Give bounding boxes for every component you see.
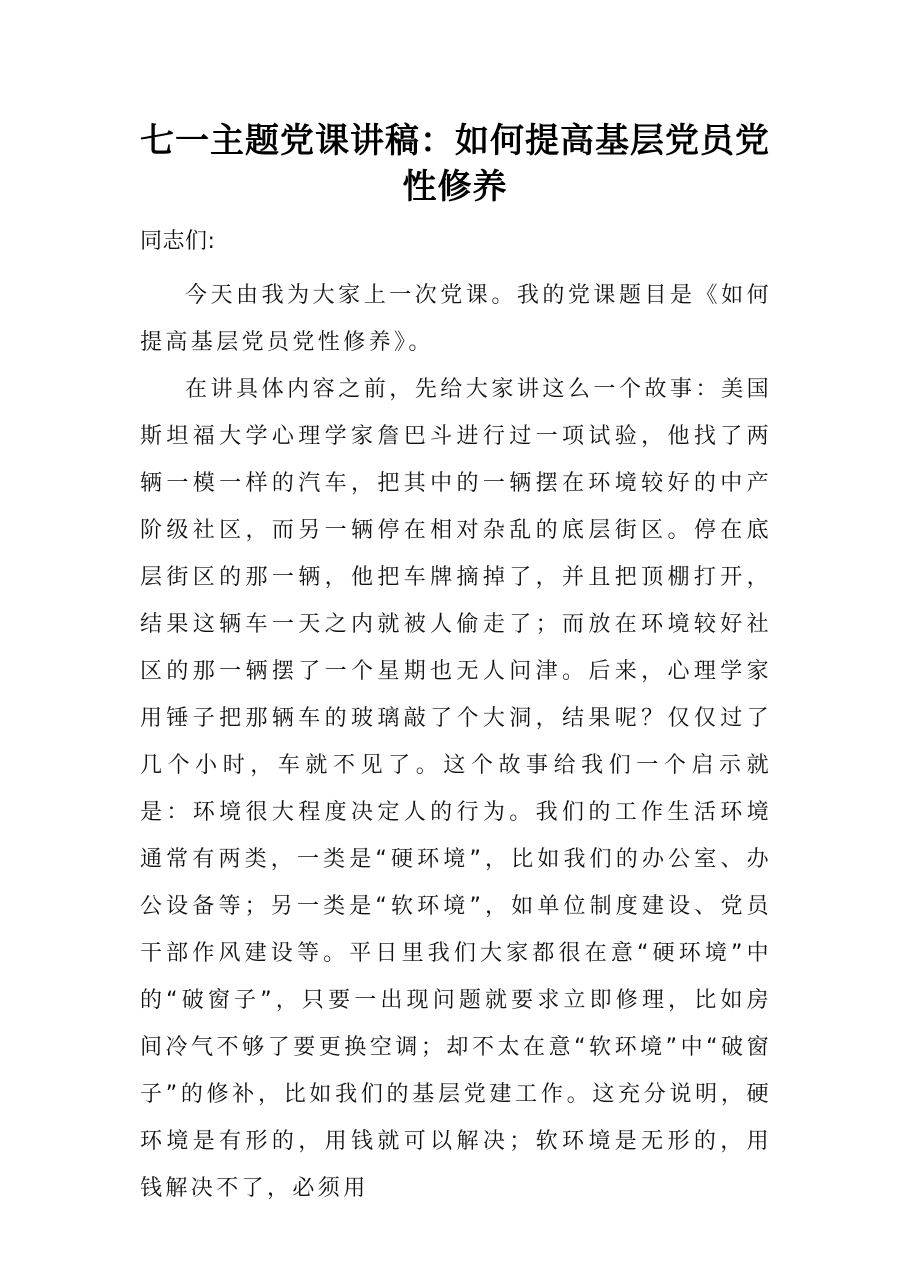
paragraph-story: 在讲具体内容之前，先给大家讲这么一个故事：美国斯坦福大学心理学家詹巴斗进行过一项试验，他找了两辆一模一样的汽车，把其中的一辆摆在环境较好的中产阶级社区，而另一辆停在相对杂乱的底层街区。停在底层街区的那一辆，他把车牌摘掉了，并且把顶棚打开，结果这辆车一天之内就被人偷走了；而放在环境较好社区的那一辆摆了一个星期也无人问津。后来，心理学家用锤子把那辆车的玻璃敲了个大洞，结果呢？仅仅过了几个小时，车就不见了。这个故事给我们一个启示就是：环境很大程度决定人的行为。我们的工作生活环境通常有两类，一类是“硬环境”，比如我们的办公室、办公设备等；另一类是“软环境”，如单位制度建设、党员干部作风建设等。平日里我们大家都很在意“硬环境”中的“破窗子”，只要一出现问题就要求立即修理，比如房间冷气不够了要更换空调；却不太在意“软环境”中“破窗子”的修补，比如我们的基层党建工作。这充分说明，硬环境是有形的，用钱就可以解决；软环境是无形的，用钱解决不了，必须用 [140,377,772,1201]
document-body [140,222,772,1212]
document-title: 七一主题党课讲稿：如何提高基层党员党性修养 [140,121,770,207]
greeting-line: 同志们: [140,229,216,254]
paragraph-intro: 今天由我为大家上一次党课。我的党课题目是《如何提高基层党员党性修养》。 [140,283,772,355]
